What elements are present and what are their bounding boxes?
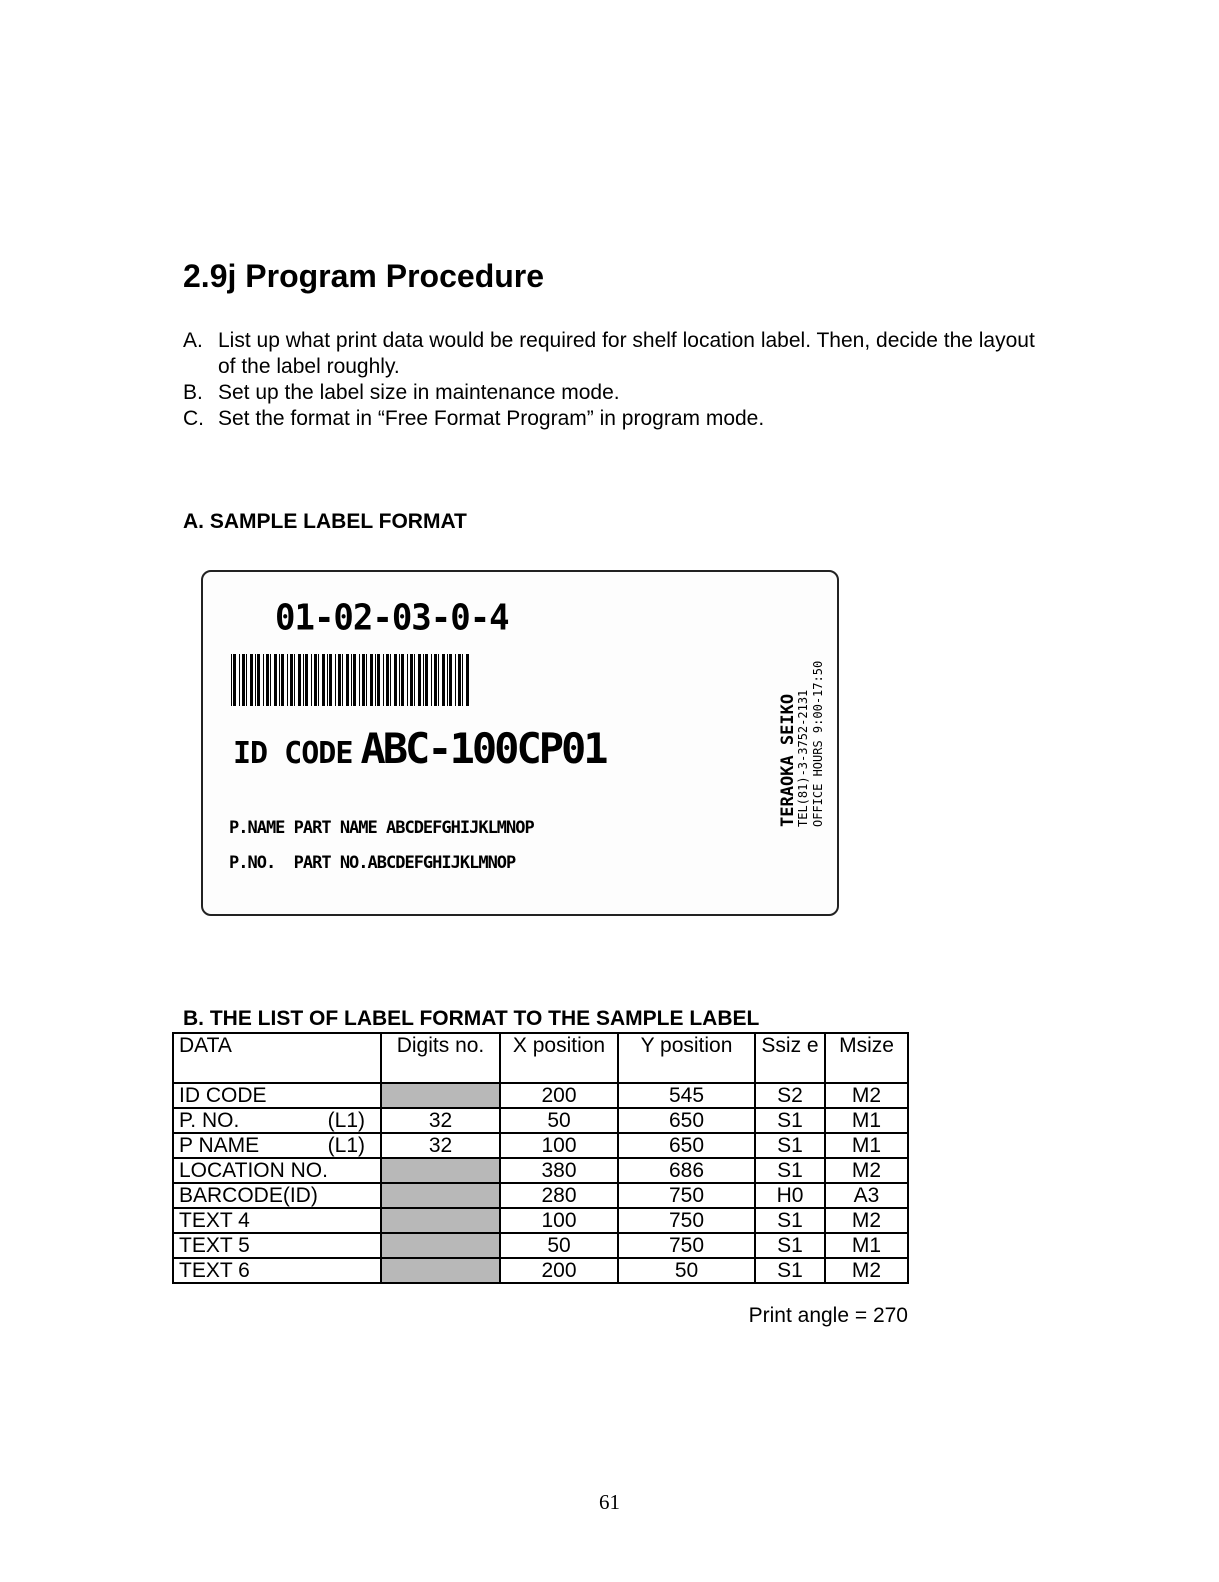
barcode-bar bbox=[447, 654, 448, 706]
cell-data bbox=[173, 1208, 381, 1233]
barcode-bar bbox=[362, 654, 365, 706]
cell-y-position: 750 bbox=[618, 1183, 755, 1208]
barcode-bar bbox=[442, 654, 445, 706]
barcode-bar bbox=[375, 654, 376, 706]
barcode-bar bbox=[431, 654, 432, 706]
cell-y-position: 650 bbox=[618, 1108, 755, 1133]
barcode-bar bbox=[401, 654, 404, 706]
cell-data-name: ID CODE bbox=[179, 1084, 267, 1107]
cell-data bbox=[173, 1108, 381, 1133]
cell-y-position: 686 bbox=[618, 1158, 755, 1183]
table-row bbox=[173, 1183, 908, 1208]
cell-data-name: P NAME bbox=[179, 1134, 260, 1157]
cell-ssize: S1 bbox=[755, 1108, 825, 1133]
barcode-bar bbox=[270, 654, 271, 706]
table-row bbox=[173, 1108, 908, 1133]
cell-x-position: 50 bbox=[500, 1233, 618, 1258]
label-id-caption: ID CODE bbox=[233, 736, 353, 771]
cell-digits bbox=[381, 1158, 500, 1183]
step-text: Set up the label size in maintenance mode. bbox=[218, 381, 620, 404]
cell-x-position: 200 bbox=[500, 1258, 618, 1283]
cell-data-name: BARCODE(ID) bbox=[179, 1184, 318, 1207]
cell-data bbox=[173, 1258, 381, 1283]
barcode-bar bbox=[399, 654, 400, 706]
label-location-number: 01-02-03-0-4 bbox=[275, 597, 509, 639]
barcode-bar bbox=[246, 654, 247, 706]
cell-ssize: H0 bbox=[755, 1183, 825, 1208]
barcode-bar bbox=[242, 654, 245, 706]
table-row bbox=[173, 1158, 908, 1183]
header-digits: Digits no. bbox=[381, 1033, 500, 1083]
header-data: DATA bbox=[173, 1033, 381, 1083]
label-tel: TEL(81)-3-3752-2131 bbox=[796, 689, 810, 827]
table-row bbox=[173, 1258, 908, 1283]
cell-x-position: 50 bbox=[500, 1108, 618, 1133]
barcode-bar bbox=[322, 654, 325, 706]
cell-y-position: 50 bbox=[618, 1258, 755, 1283]
barcode-bar bbox=[318, 654, 319, 706]
step-letter: C. bbox=[183, 407, 204, 430]
cell-x-position: 280 bbox=[500, 1183, 618, 1208]
header-msize: Msize bbox=[825, 1033, 908, 1083]
cell-y-position: 750 bbox=[618, 1233, 755, 1258]
page-number: 61 bbox=[599, 1490, 620, 1514]
barcode-bar bbox=[329, 654, 332, 706]
cell-x-position: 100 bbox=[500, 1208, 618, 1233]
cell-data-content bbox=[179, 1259, 375, 1282]
barcode-bar bbox=[386, 654, 389, 706]
cell-digits bbox=[381, 1208, 500, 1233]
cell-data bbox=[173, 1183, 381, 1208]
barcode-bar bbox=[305, 654, 308, 706]
barcode-bar bbox=[311, 654, 312, 706]
section-b-heading: B. THE LIST OF LABEL FORMAT TO THE SAMPLE LABEL bbox=[183, 1007, 760, 1030]
cell-x-position: 100 bbox=[500, 1133, 618, 1158]
step-a bbox=[183, 328, 1043, 380]
cell-ssize: S1 bbox=[755, 1258, 825, 1283]
barcode-bar bbox=[359, 654, 360, 706]
barcode-bar bbox=[370, 654, 373, 706]
cell-data-content bbox=[179, 1234, 375, 1257]
cell-digits: 32 bbox=[381, 1108, 500, 1133]
cell-data-content bbox=[179, 1109, 375, 1132]
barcode-bar bbox=[462, 654, 463, 706]
section-a-heading: A. SAMPLE LABEL FORMAT bbox=[183, 510, 467, 533]
barcode-bar bbox=[327, 654, 328, 706]
cell-msize: M2 bbox=[825, 1258, 908, 1283]
header-x-position: X position bbox=[500, 1033, 618, 1083]
table-row bbox=[173, 1208, 908, 1233]
cell-msize: M1 bbox=[825, 1233, 908, 1258]
step-letter: A. bbox=[183, 329, 203, 352]
barcode-bar bbox=[342, 654, 343, 706]
cell-data bbox=[173, 1133, 381, 1158]
barcode-bar bbox=[414, 654, 415, 706]
cell-y-position: 650 bbox=[618, 1133, 755, 1158]
cell-y-position: 750 bbox=[618, 1208, 755, 1233]
cell-data-content bbox=[179, 1134, 375, 1157]
header-y-position: Y position bbox=[618, 1033, 755, 1083]
cell-ssize: S1 bbox=[755, 1133, 825, 1158]
label-format-table bbox=[172, 1032, 909, 1284]
barcode-bar bbox=[434, 654, 437, 706]
cell-msize: M1 bbox=[825, 1133, 908, 1158]
cell-digits: 32 bbox=[381, 1133, 500, 1158]
cell-data-content bbox=[179, 1084, 375, 1107]
barcode-bar bbox=[281, 654, 284, 706]
barcode-bar bbox=[294, 654, 295, 706]
cell-data bbox=[173, 1233, 381, 1258]
cell-data-name: P. NO. bbox=[179, 1109, 240, 1132]
barcode-bar bbox=[410, 654, 413, 706]
barcode-bar bbox=[423, 654, 424, 706]
table-row bbox=[173, 1083, 908, 1108]
cell-digits bbox=[381, 1083, 500, 1108]
barcode-bar bbox=[263, 654, 264, 706]
barcode-bar bbox=[449, 654, 452, 706]
cell-data-suffix: (L1) bbox=[327, 1109, 365, 1132]
barcode-bar bbox=[279, 654, 280, 706]
cell-y-position: 545 bbox=[618, 1083, 755, 1108]
barcode-bar bbox=[466, 654, 469, 706]
barcode-bar bbox=[255, 654, 256, 706]
barcode-bar bbox=[266, 654, 269, 706]
barcode-bar bbox=[438, 654, 439, 706]
label-part-name: P.NAME PART NAME ABCDEFGHIJKLMNOP bbox=[229, 818, 534, 838]
cell-ssize: S1 bbox=[755, 1158, 825, 1183]
page-title: 2.9j Program Procedure bbox=[183, 258, 545, 294]
step-letter: B. bbox=[183, 381, 203, 404]
barcode-bar bbox=[351, 654, 352, 706]
barcode-bar bbox=[233, 654, 236, 706]
procedure-steps bbox=[183, 328, 1043, 432]
cell-msize: M1 bbox=[825, 1108, 908, 1133]
barcode-bar bbox=[390, 654, 391, 706]
barcode-bar bbox=[394, 654, 397, 706]
cell-ssize: S2 bbox=[755, 1083, 825, 1108]
print-angle-note: Print angle = 270 bbox=[748, 1304, 908, 1327]
label-company: TERAOKA SEIKO bbox=[778, 693, 798, 827]
barcode-bar bbox=[239, 654, 240, 706]
barcode-bar bbox=[353, 654, 356, 706]
barcode-bar bbox=[314, 654, 317, 706]
cell-data bbox=[173, 1083, 381, 1108]
barcode-bar bbox=[425, 654, 428, 706]
cell-data bbox=[173, 1158, 381, 1183]
cell-msize: M2 bbox=[825, 1208, 908, 1233]
label-hours: OFFICE HOURS 9:00-17:50 bbox=[811, 660, 825, 827]
cell-data-name: TEXT 5 bbox=[179, 1234, 250, 1257]
step-c bbox=[183, 406, 1043, 432]
barcode-bar bbox=[303, 654, 304, 706]
barcode-bar bbox=[257, 654, 260, 706]
cell-digits bbox=[381, 1233, 500, 1258]
barcode-bar bbox=[418, 654, 421, 706]
table-header-row bbox=[173, 1033, 908, 1083]
barcode-bar bbox=[338, 654, 341, 706]
barcode-bar bbox=[274, 654, 277, 706]
header-ssize: Ssiz e bbox=[755, 1033, 825, 1083]
cell-data-content bbox=[179, 1209, 375, 1232]
cell-data-name: TEXT 4 bbox=[179, 1209, 250, 1232]
cell-data-content bbox=[179, 1159, 375, 1182]
label-part-no: P.NO. PART NO.ABCDEFGHIJKLMNOP bbox=[229, 853, 516, 873]
cell-data-name: LOCATION NO. bbox=[179, 1159, 328, 1182]
label-company-block bbox=[778, 652, 839, 827]
cell-msize: A3 bbox=[825, 1183, 908, 1208]
barcode-icon bbox=[231, 654, 469, 706]
step-text: List up what print data would be required for shelf location label. Then, decide the layout of the label roughly. bbox=[218, 329, 1035, 378]
step-b bbox=[183, 380, 1043, 406]
cell-data-suffix: (L1) bbox=[327, 1134, 365, 1157]
cell-digits bbox=[381, 1183, 500, 1208]
label-id-value: ABC-100CP01 bbox=[360, 724, 606, 773]
label-id-code bbox=[233, 724, 606, 773]
barcode-bar bbox=[250, 654, 253, 706]
cell-digits bbox=[381, 1258, 500, 1283]
cell-x-position: 200 bbox=[500, 1083, 618, 1108]
barcode-bar bbox=[346, 654, 349, 706]
cell-ssize: S1 bbox=[755, 1208, 825, 1233]
cell-data-content bbox=[179, 1184, 375, 1207]
barcode-bar bbox=[287, 654, 288, 706]
barcode-bar bbox=[407, 654, 408, 706]
cell-data-name: TEXT 6 bbox=[179, 1259, 250, 1282]
step-text: Set the format in “Free Format Program” in program mode. bbox=[218, 407, 765, 430]
barcode-bar bbox=[335, 654, 336, 706]
barcode-bar bbox=[298, 654, 301, 706]
barcode-bar bbox=[366, 654, 367, 706]
barcode-bar bbox=[458, 654, 461, 706]
barcode-bar bbox=[377, 654, 380, 706]
barcode-bar bbox=[455, 654, 456, 706]
table-row bbox=[173, 1133, 908, 1158]
barcode-bar bbox=[290, 654, 293, 706]
cell-ssize: S1 bbox=[755, 1233, 825, 1258]
cell-msize: M2 bbox=[825, 1158, 908, 1183]
sample-label-image bbox=[201, 570, 839, 916]
cell-x-position: 380 bbox=[500, 1158, 618, 1183]
barcode-bar bbox=[383, 654, 384, 706]
barcode-bar bbox=[231, 654, 232, 706]
cell-msize: M2 bbox=[825, 1083, 908, 1108]
table-row bbox=[173, 1233, 908, 1258]
